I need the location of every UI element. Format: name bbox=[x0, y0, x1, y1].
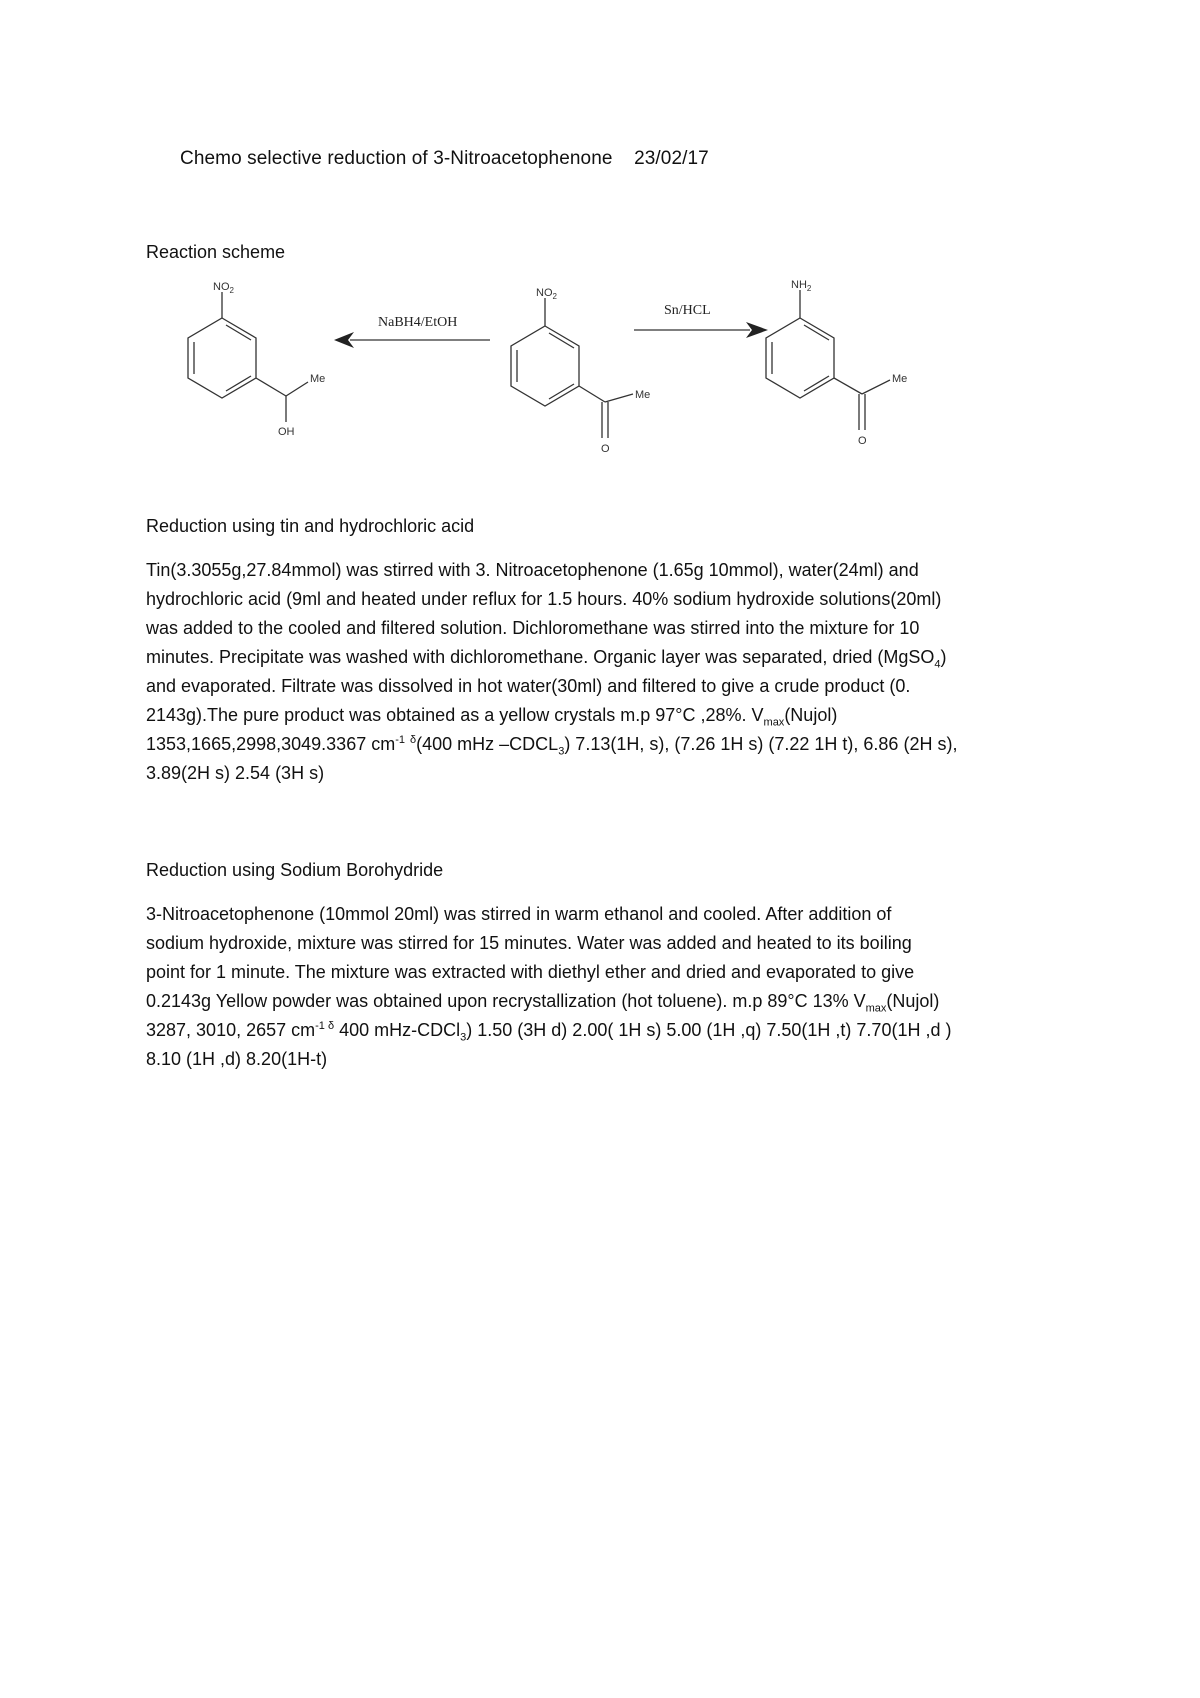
page-title: Chemo selective reduction of 3-Nitroacetophenone 23/02/17 bbox=[180, 148, 709, 169]
left-oh-label: OH bbox=[278, 426, 295, 438]
right-reagent: Sn/HCL bbox=[664, 303, 711, 318]
scheme-heading: Reaction scheme bbox=[146, 242, 286, 262]
left-me-label: Me bbox=[310, 373, 326, 385]
center-no2-label: $NO_2$ bbox=[536, 287, 557, 301]
tin-paragraph: Tin(3.3055g,27.84mmol) was stirred with 3. Nitroacetophenone (1.65g 10mmol), water(24ml) and hydrochloric acid (9ml and heated under reflux for 1.5 hours. 40% sodium hydroxide solutions(20ml) was added to the cooled and filtered solution. Dichloromethane was stirred into the mixture for 10 minutes. Precipitate was washed with dichloromethane. Organic layer was separated, dried (MgSO$_4$) and evaporated. Filtrate was dissolved in hot water(30ml) and filtered to give a crude product (0. 2143g).The pure product was obtained as a yellow crystals m.p 97°C ,28%. $V_{max}(Nujol)$ 1353,1665,2998,3049.3367 $cm^{-1}$ $^\delta$(400 mHz $-CDCL_3$) 7.13(1H, s), (7.26 1H s) (7.22 1H t), 6.86 (2H s), 3.89(2H s) 2.54 (3H s) bbox=[146, 560, 958, 783]
tin-heading: Reduction using tin and hydrochloric acid bbox=[146, 516, 475, 536]
left-no2-label: $NO_2$ bbox=[213, 281, 234, 295]
borohydride-heading: Reduction using Sodium Borohydride bbox=[146, 860, 444, 880]
borohydride-paragraph: 3-Nitroacetophenone (10mmol 20ml) was stirred in warm ethanol and cooled. After addition of sodium hydroxide, mixture was stirred for 15 minutes. Water was added and heated to its boiling point for 1 minute. The mixture was extracted with diethyl ether and dried and evaporated to give 0.2143g Yellow powder was obtained upon recrystallization (hot toluene). m.p 89°C 13% $V_{max}(Nujol)$ 3287, 3010, 2657 $cm^{-1 \delta}$ 400 mHz-CDCl$_3$) 1.50 (3H d) 2.00( 1H s) 5.00 (1H ,q) 7.50(1H ,t) 7.70(1H ,d ) 8.10 (1H ,d) 8.20(1H-t) bbox=[146, 904, 952, 1069]
right-molecule bbox=[766, 290, 890, 430]
left-reagent: NaBH4/EtOH bbox=[378, 315, 458, 330]
right-me-label: Me bbox=[892, 373, 908, 385]
left-molecule bbox=[188, 292, 308, 422]
center-molecule bbox=[511, 298, 633, 438]
center-o-label: O bbox=[601, 443, 610, 455]
reaction-scheme bbox=[150, 270, 1050, 470]
right-o-label: O bbox=[858, 435, 867, 447]
right-nh2-label: $NH_2$ bbox=[791, 279, 812, 293]
center-me-label: Me bbox=[635, 389, 651, 401]
